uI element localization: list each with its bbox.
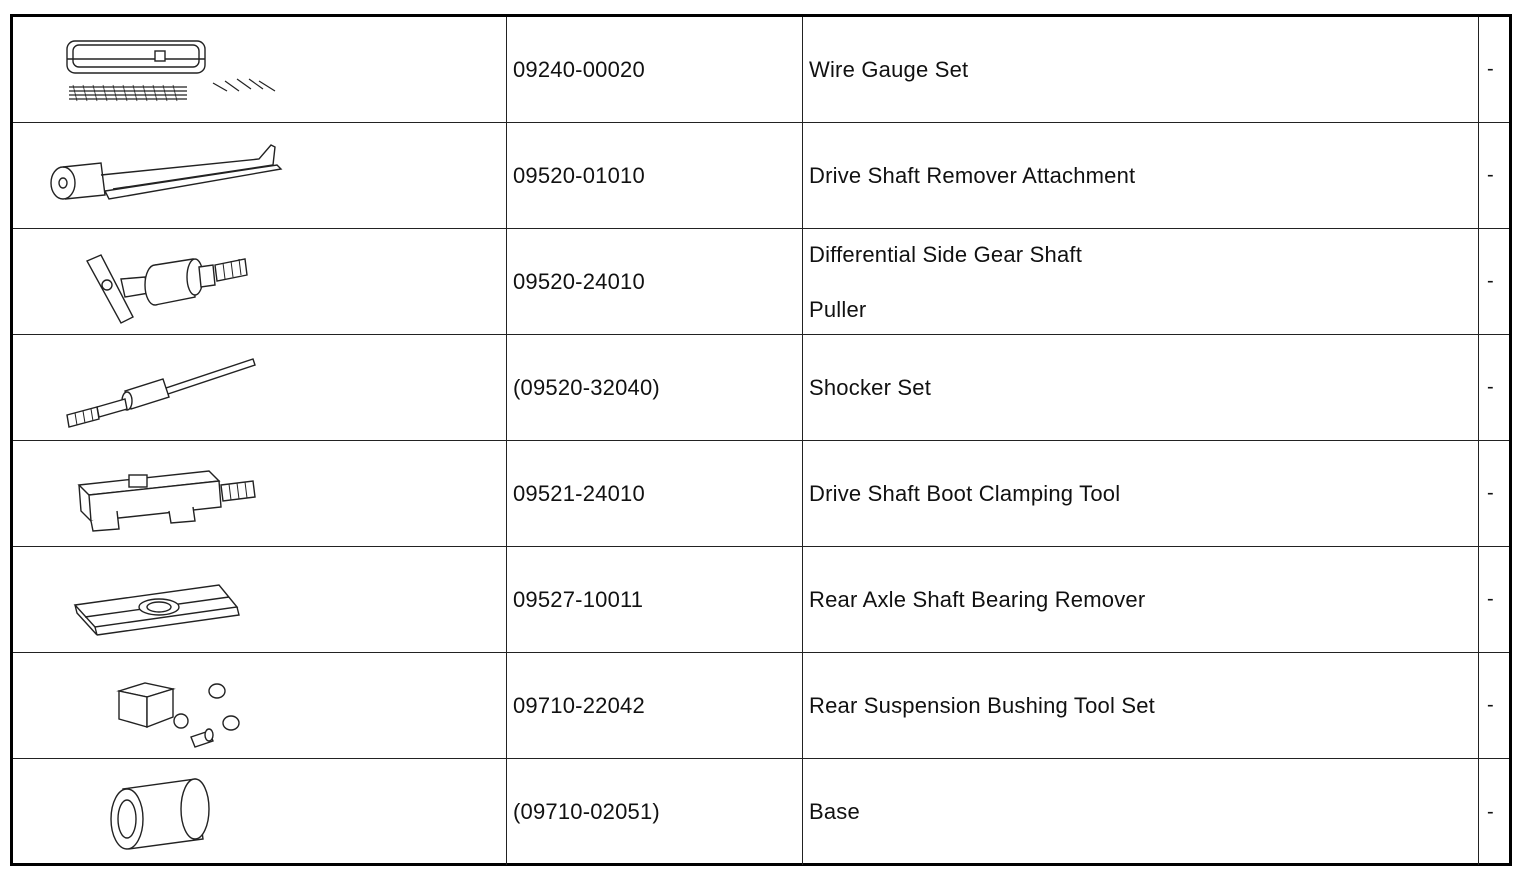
table-row: [13, 229, 1509, 335]
table-row: [13, 653, 1509, 759]
tool-image-cell: [13, 17, 507, 122]
drive-shaft-remover-attachment-icon: [43, 135, 293, 215]
note-cell: -: [1487, 588, 1494, 610]
bearing-remover-icon: [69, 561, 259, 641]
part-number: (09710-02051): [507, 759, 803, 865]
part-number: 09710-22042: [507, 653, 803, 758]
tool-description-line: Puller: [809, 296, 867, 322]
tool-description: [803, 229, 1479, 334]
table-row: [13, 335, 1509, 441]
special-tools-table: [10, 14, 1512, 866]
tool-image-cell: [13, 547, 507, 652]
side-gear-shaft-puller-icon: [81, 237, 261, 327]
base-icon: [99, 767, 229, 857]
note-cell: -: [1487, 270, 1494, 292]
note-cell: -: [1487, 376, 1494, 398]
tool-description: Shocker Set: [803, 335, 1479, 440]
tool-description: Wire Gauge Set: [803, 17, 1479, 122]
table-row: [13, 759, 1509, 865]
tool-description: Drive Shaft Remover Attachment: [803, 123, 1479, 228]
tool-image-cell: [13, 653, 507, 758]
tool-image-cell: [13, 759, 507, 865]
tool-image-cell: [13, 335, 507, 440]
tool-description-line: Differential Side Gear Shaft: [809, 241, 1083, 267]
note-cell: -: [1487, 58, 1494, 80]
part-number: 09527-10011: [507, 547, 803, 652]
table-row: [13, 17, 1509, 123]
table-row: [13, 123, 1509, 229]
tool-image-cell: [13, 229, 507, 334]
note-cell: -: [1487, 482, 1494, 504]
bushing-tool-set-icon: [109, 661, 259, 751]
tool-description: Base: [803, 759, 1479, 865]
part-number: 09521-24010: [507, 441, 803, 546]
table-row: [13, 547, 1509, 653]
note-cell: -: [1487, 694, 1494, 716]
part-number: 09520-01010: [507, 123, 803, 228]
tool-image-cell: [13, 123, 507, 228]
part-number: (09520-32040): [507, 335, 803, 440]
boot-clamping-tool-icon: [69, 451, 269, 537]
note-cell: -: [1487, 800, 1494, 823]
tool-image-cell: [13, 441, 507, 546]
tool-description: Rear Axle Shaft Bearing Remover: [803, 547, 1479, 652]
shocker-set-icon: [57, 351, 267, 431]
tool-description: Rear Suspension Bushing Tool Set: [803, 653, 1479, 758]
part-number: 09520-24010: [507, 229, 803, 334]
table-row: [13, 441, 1509, 547]
note-cell: -: [1487, 164, 1494, 186]
wire-gauge-set-icon: [63, 35, 283, 115]
part-number: 09240-00020: [507, 17, 803, 122]
tool-description: Drive Shaft Boot Clamping Tool: [803, 441, 1479, 546]
